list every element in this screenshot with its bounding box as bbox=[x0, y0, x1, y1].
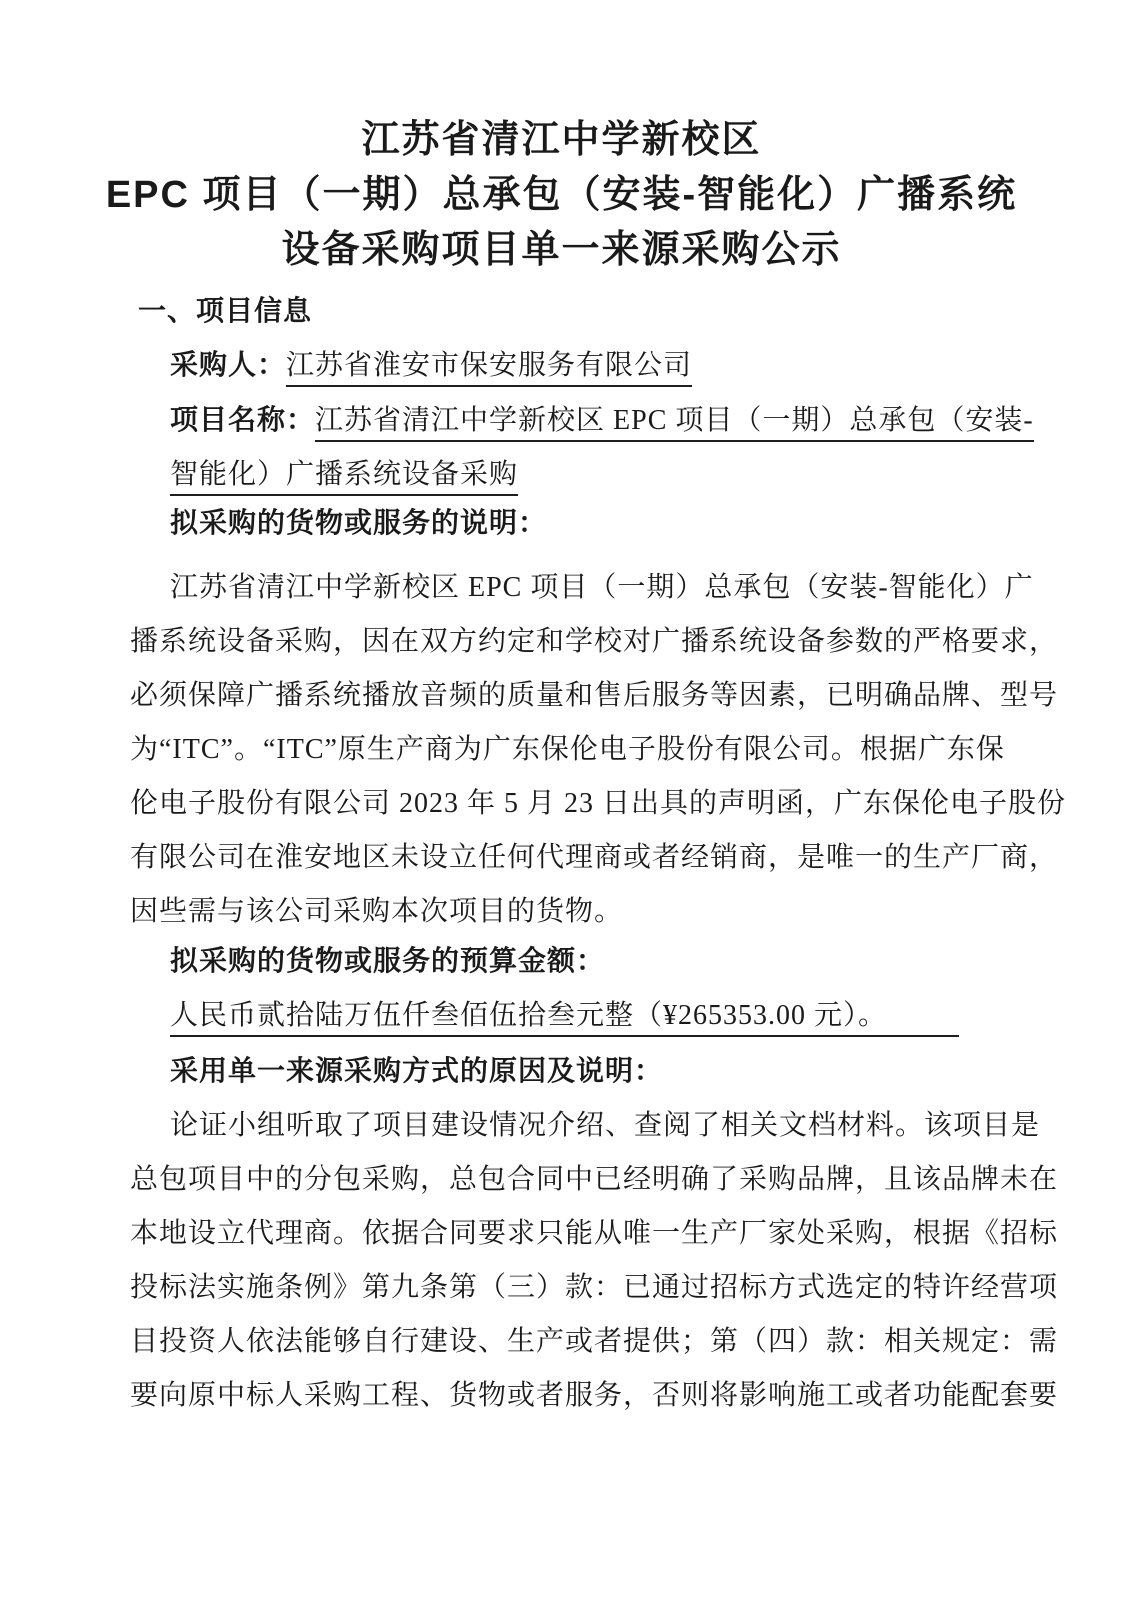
section-heading-project-info: 一、项目信息 bbox=[138, 295, 313, 326]
description-line: 伦电子股份有限公司 2023 年 5 月 23 日出具的声明函，广东保伦电子股份 bbox=[130, 788, 1067, 819]
project-name-value-line-2: 智能化）广播系统设备采购 bbox=[170, 459, 518, 496]
description-line: 为“ITC”。“ITC”原生产商为广东保伦电子股份有限公司。根据广东保 bbox=[130, 734, 1005, 765]
description-line: 播系统设备采购，因在双方约定和学校对广播系统设备参数的严格要求， bbox=[130, 626, 1059, 657]
purchaser-value: 江苏省淮安市保安服务有限公司 bbox=[286, 350, 692, 387]
reason-line: 论证小组听取了项目建设情况介绍、查阅了相关文档材料。该项目是 bbox=[170, 1110, 1041, 1141]
reason-line: 目投资人依法能够自行建设、生产或者提供；第（四）款：相关规定：需 bbox=[130, 1326, 1059, 1357]
doc-title-line-1: 江苏省清江中学新校区 bbox=[361, 119, 762, 161]
budget-line bbox=[170, 996, 959, 1036]
description-line: 江苏省清江中学新校区 EPC 项目（一期）总承包（安装-智能化）广 bbox=[170, 572, 1034, 603]
budget-amount: 人民币贰拾陆万伍仟叁佰伍拾叁元整（¥265353.00 元）。 bbox=[170, 1000, 959, 1037]
budget-heading: 拟采购的货物或服务的预算金额： bbox=[170, 945, 606, 976]
reason-heading: 采用单一来源采购方式的原因及说明： bbox=[170, 1055, 664, 1086]
project-name-line-1 bbox=[170, 400, 1034, 440]
reason-line: 要向原中标人采购工程、货物或者服务，否则将影响施工或者功能配套要 bbox=[130, 1380, 1059, 1411]
description-line: 必须保障广播系统播放音频的质量和售后服务等因素，已明确品牌、型号 bbox=[130, 680, 1059, 711]
doc-title-line-2: EPC 项目（一期）总承包（安装-智能化）广播系统 bbox=[105, 174, 1018, 216]
project-name-label: 项目名称： bbox=[170, 404, 316, 435]
project-name-value-line-1: 江苏省清江中学新校区 EPC 项目（一期）总承包（安装- bbox=[315, 405, 1034, 442]
description-line: 因些需与该公司采购本次项目的货物。 bbox=[130, 896, 624, 927]
reason-line: 投标法实施条例》第九条第（三）款：已通过招标方式选定的特许经营项 bbox=[130, 1272, 1059, 1303]
project-name-line-2 bbox=[170, 455, 518, 495]
description-line: 有限公司在淮安地区未设立任何代理商或者经销商，是唯一的生产厂商， bbox=[130, 842, 1059, 873]
doc-title-line-3: 设备采购项目单一来源采购公示 bbox=[281, 229, 842, 271]
reason-line: 本地设立代理商。依据合同要求只能从唯一生产厂家处采购，根据《招标 bbox=[130, 1218, 1059, 1249]
reason-line: 总包项目中的分包采购，总包合同中已经明确了采购品牌，且该品牌未在 bbox=[130, 1164, 1059, 1195]
description-heading: 拟采购的货物或服务的说明： bbox=[170, 507, 548, 538]
purchaser-label: 采购人： bbox=[170, 349, 287, 380]
purchaser-line bbox=[170, 345, 692, 385]
